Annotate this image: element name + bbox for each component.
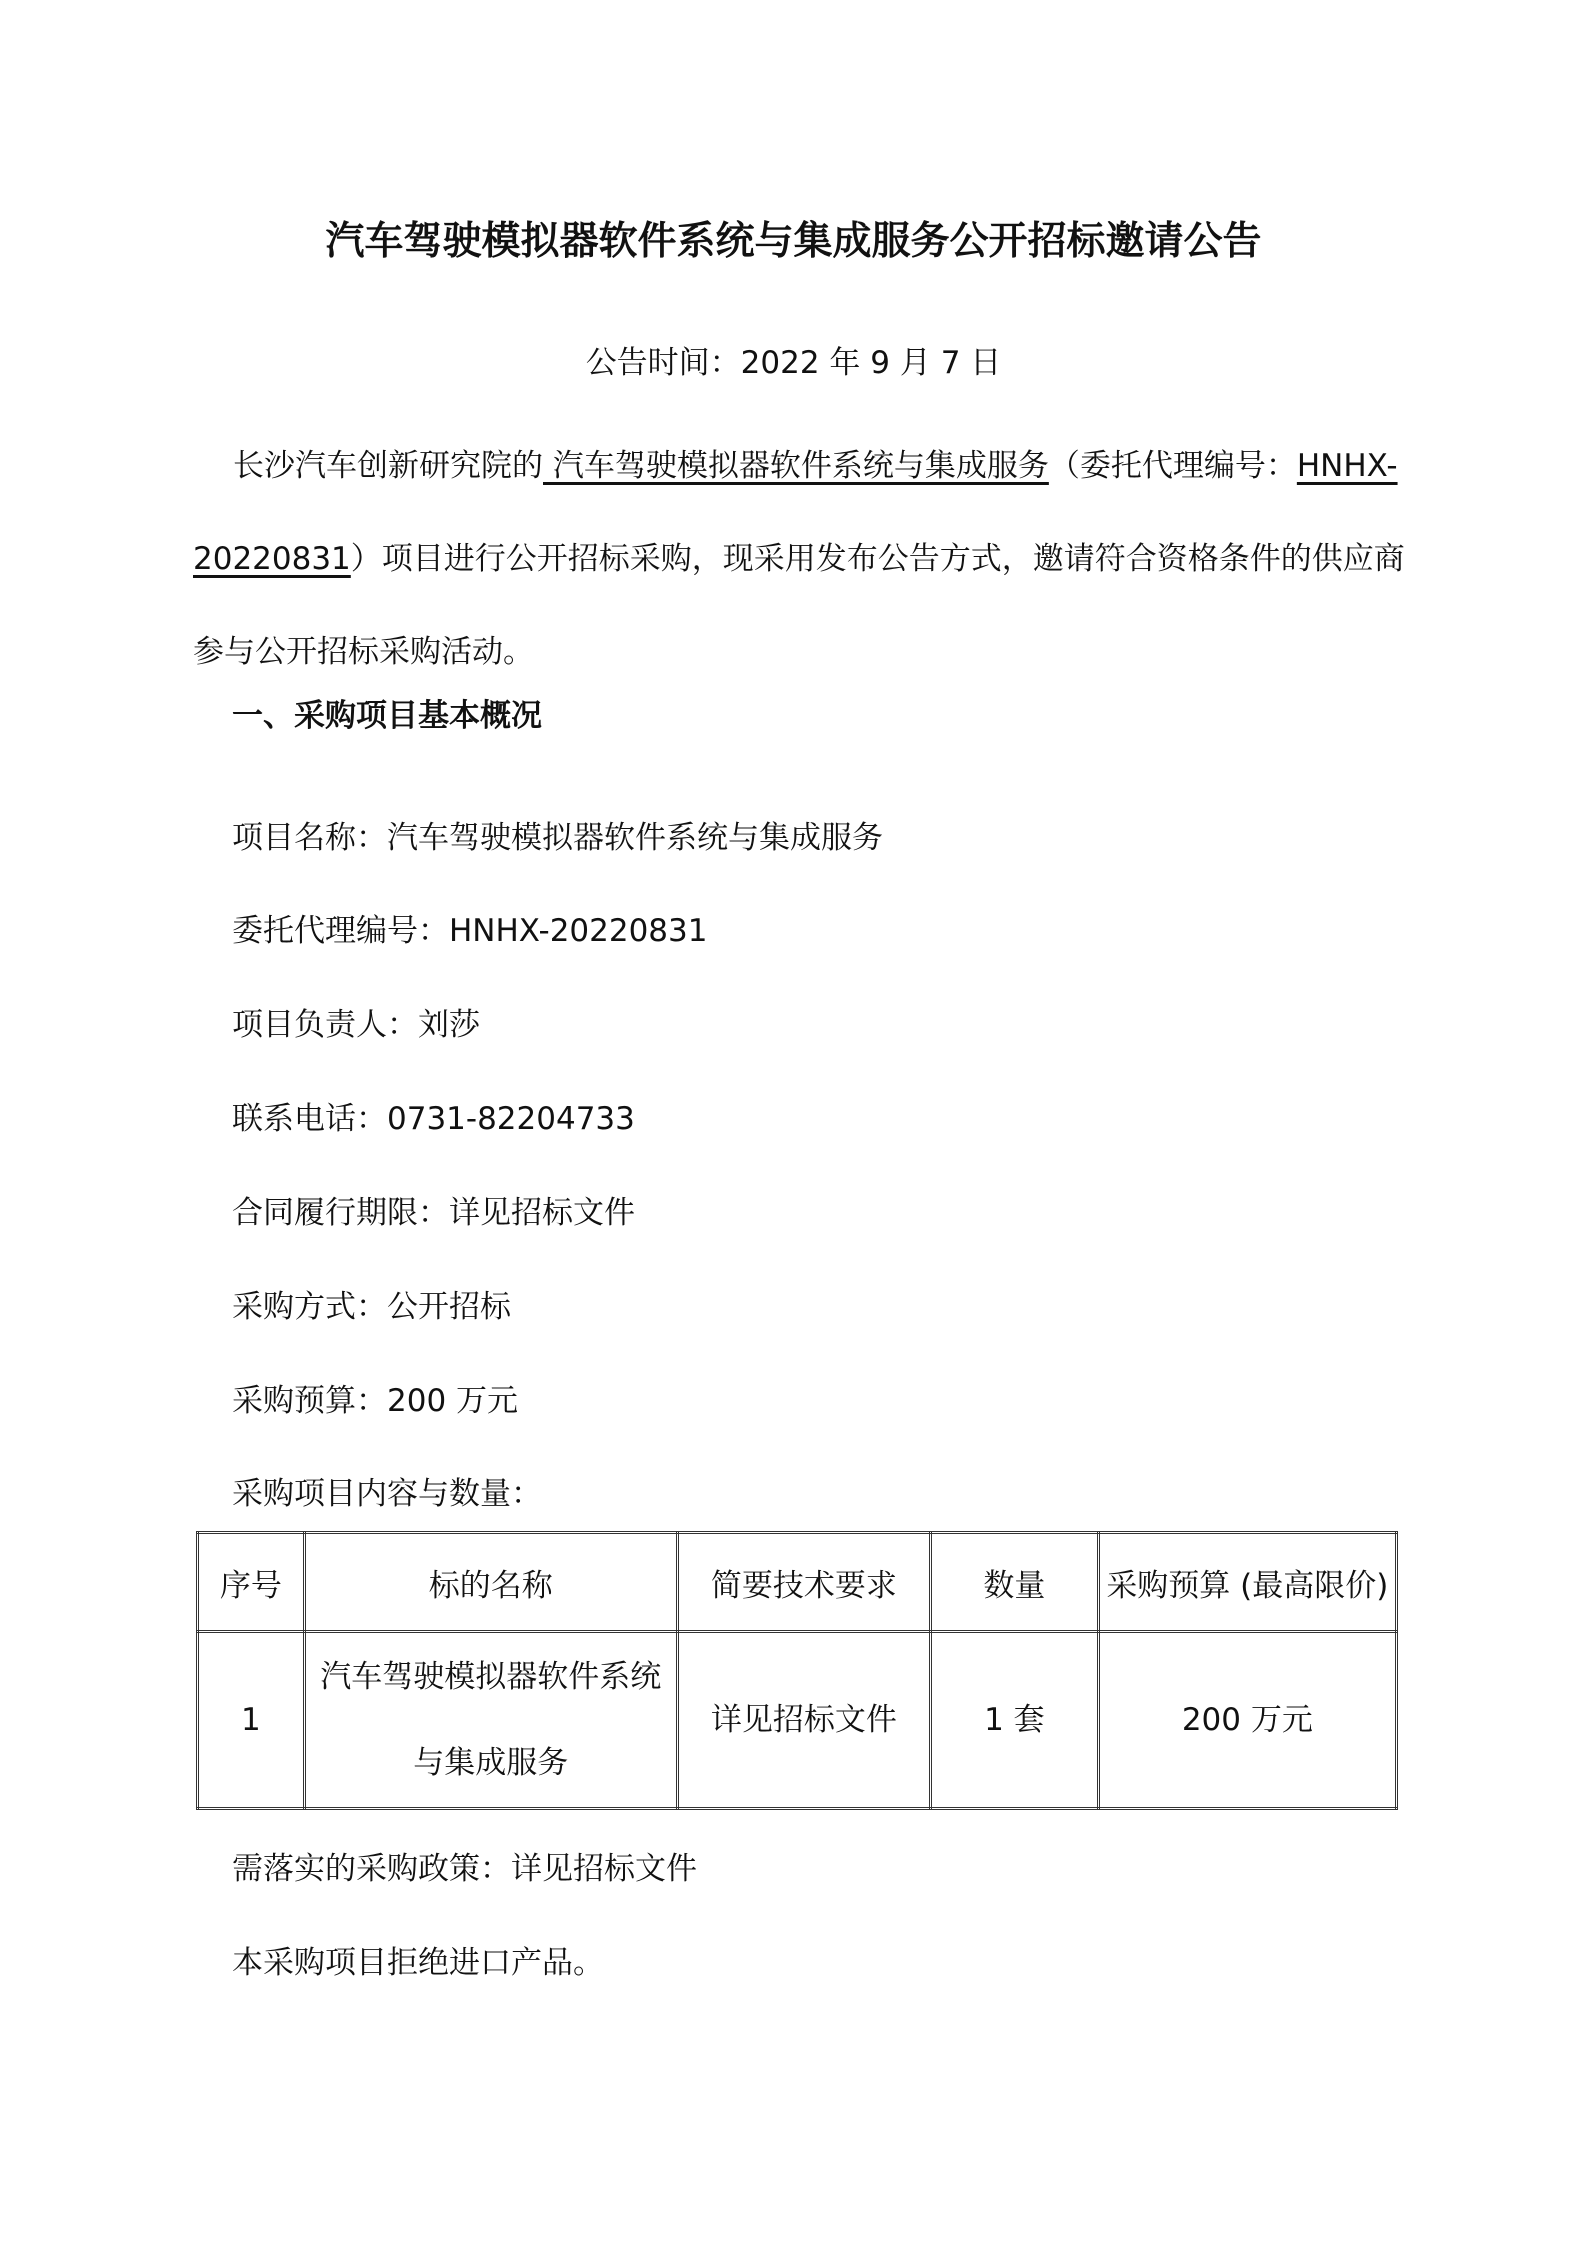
info-contract-period: 合同履行期限：详见招标文件 bbox=[232, 1195, 635, 1231]
intro-paragraph bbox=[193, 420, 1423, 699]
table-header-requirements: 简要技术要求 bbox=[677, 1533, 930, 1632]
table-header-quantity: 数量 bbox=[931, 1533, 1099, 1632]
intro-agency-code: HNHX-20220831 bbox=[193, 448, 1398, 577]
table-cell-quantity: 1 套 bbox=[931, 1632, 1099, 1809]
table-header-name: 标的名称 bbox=[304, 1533, 677, 1632]
procurement-policy: 需落实的采购政策：详见招标文件 bbox=[232, 1851, 697, 1887]
intro-prefix: 长沙汽车创新研究院的 bbox=[233, 448, 543, 484]
table-cell-requirements: 详见招标文件 bbox=[677, 1632, 930, 1809]
info-procurement-method: 采购方式：公开招标 bbox=[232, 1289, 511, 1325]
table-header-row bbox=[198, 1533, 1397, 1632]
table-cell-name-line2: 与集成服务 bbox=[413, 1745, 569, 1781]
intro-project-name: 汽车驾驶模拟器软件系统与集成服务 bbox=[543, 448, 1049, 484]
intro-middle: （委托代理编号： bbox=[1048, 448, 1297, 484]
table-header-no: 序号 bbox=[198, 1533, 305, 1632]
info-agency-code: 委托代理编号：HNHX-20220831 bbox=[232, 913, 708, 949]
table-cell-name-line1: 汽车驾驶模拟器软件系统 bbox=[320, 1659, 662, 1695]
table-cell-name bbox=[304, 1632, 677, 1809]
table-row bbox=[198, 1632, 1397, 1809]
table-cell-budget: 200 万元 bbox=[1098, 1632, 1396, 1809]
procurement-items-table bbox=[196, 1531, 1398, 1810]
section-heading-basic-overview: 一、采购项目基本概况 bbox=[232, 698, 542, 734]
intro-suffix: ）项目进行公开招标采购，现采用发布公告方式，邀请符合资格条件的供应商参与公开招标采购活动。 bbox=[193, 541, 1405, 670]
info-project-manager: 项目负责人：刘莎 bbox=[232, 1007, 480, 1043]
info-project-name: 项目名称：汽车驾驶模拟器软件系统与集成服务 bbox=[232, 820, 883, 856]
announcement-date: 公告时间：2022 年 9 月 7 日 bbox=[585, 345, 1002, 381]
info-contact-phone: 联系电话：0731-82204733 bbox=[232, 1101, 635, 1137]
import-notice: 本采购项目拒绝进口产品。 bbox=[232, 1945, 604, 1981]
table-cell-no: 1 bbox=[198, 1632, 305, 1809]
info-contents-label: 采购项目内容与数量： bbox=[232, 1476, 542, 1512]
page-title: 汽车驾驶模拟器软件系统与集成服务公开招标邀请公告 bbox=[325, 219, 1262, 264]
table-header-budget: 采购预算 (最高限价) bbox=[1098, 1533, 1396, 1632]
info-procurement-budget: 采购预算：200 万元 bbox=[232, 1383, 519, 1419]
